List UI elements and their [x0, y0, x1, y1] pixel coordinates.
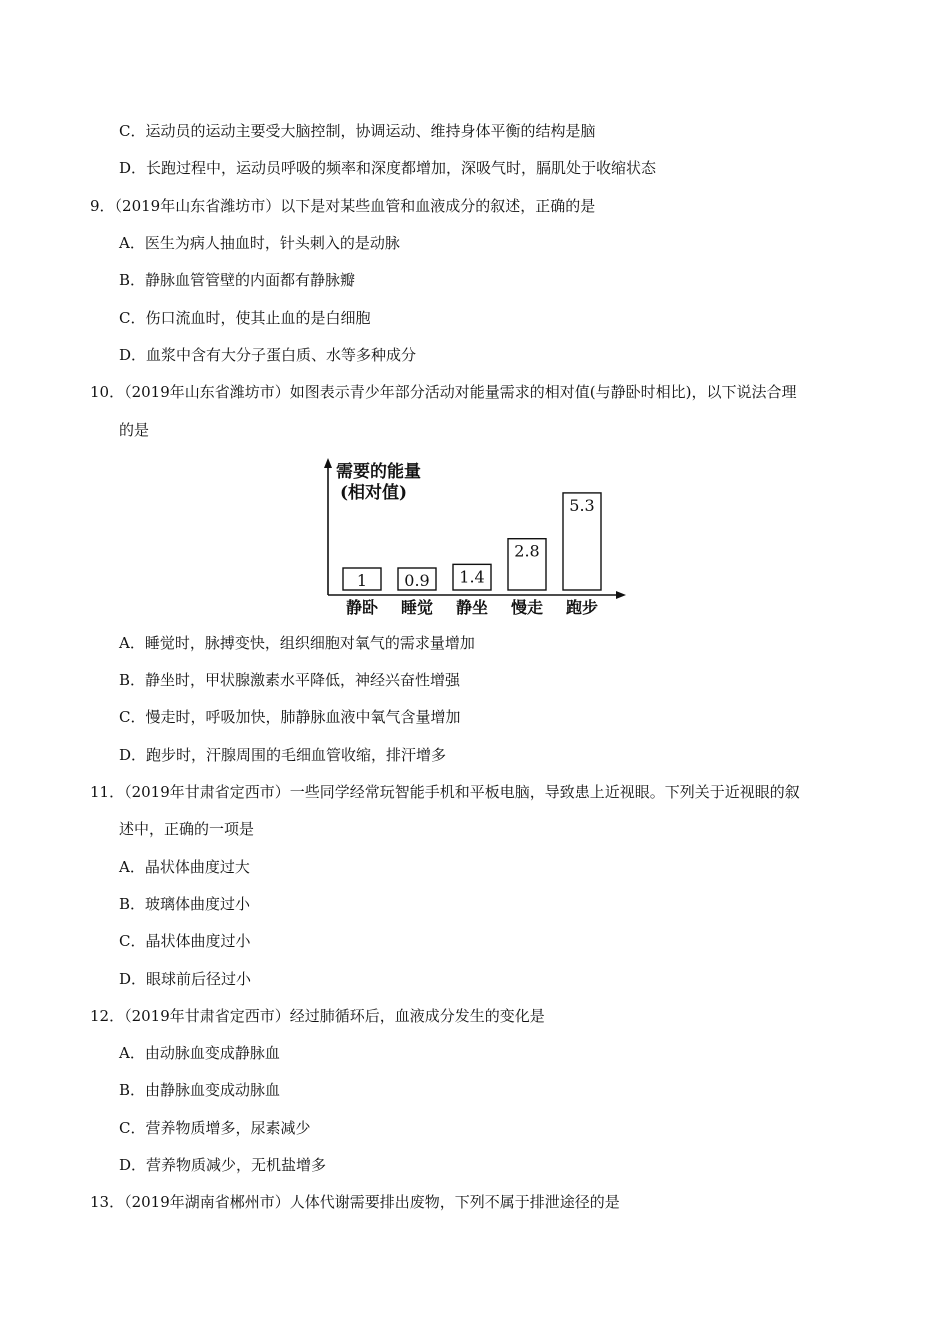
q10-option-b: B．静坐时，甲状腺激素水平降低，神经兴奋性增强	[119, 671, 461, 689]
q10-option-a: A．睡觉时，脉搏变快，组织细胞对氧气的需求量增加	[119, 634, 475, 652]
q11-option-a: A．晶状体曲度过大	[119, 858, 250, 876]
question-12: 12．（2019年甘肃省定西市）经过肺循环后，血液成分发生的变化是	[90, 1007, 545, 1025]
q10-option-d: D．跑步时，汗腺周围的毛细血管收缩，排汗增多	[119, 746, 447, 764]
y-axis	[324, 458, 332, 595]
question-10-continued: 的是	[119, 421, 150, 439]
energy-bar-chart	[318, 455, 630, 619]
x-tick-label-4: 慢走	[510, 598, 544, 617]
question-13: 13．（2019年湖南省郴州市）人体代谢需要排出废物，下列不属于排泄途径的是	[90, 1193, 620, 1211]
q12-option-d: D．营养物质减少，无机盐增多	[119, 1156, 327, 1174]
q9-option-c: C．伤口流血时，使其止血的是白细胞	[119, 309, 371, 327]
question-10: 10．（2019年山东省潍坊市）如图表示青少年部分活动对能量需求的相对值(与静卧时相比)，以下说法合理	[90, 383, 797, 401]
q8-option-c: C．运动员的运动主要受大脑控制，协调运动、维持身体平衡的结构是脑	[119, 122, 596, 140]
x-tick-label-5: 跑步	[565, 598, 599, 617]
q12-option-b: B．由静脉血变成动脉血	[119, 1081, 281, 1099]
question-11-continued: 述中，正确的一项是	[119, 820, 255, 838]
q12-option-c: C．营养物质增多，尿素减少	[119, 1119, 311, 1137]
q9-option-b: B．静脉血管管壁的内面都有静脉瓣	[119, 271, 356, 289]
q10-option-c: C．慢走时，呼吸加快，肺静脉血液中氧气含量增加	[119, 708, 461, 726]
bar-value-label-5: 5.3	[569, 495, 595, 515]
x-tick-labels	[346, 598, 598, 617]
x-tick-label-2: 睡觉	[400, 598, 434, 617]
bar-value-label-4: 2.8	[514, 541, 540, 561]
bar-value-label-2: 0.9	[404, 571, 430, 590]
question-9: 9．（2019年山东省潍坊市）以下是对某些血管和血液成分的叙述，正确的是	[90, 197, 596, 215]
q11-option-b: B．玻璃体曲度过小	[119, 895, 251, 913]
bar-value-label-3: 1.4	[459, 567, 485, 587]
q12-option-a: A．由动脉血变成静脉血	[119, 1044, 280, 1062]
y-axis-label-line2: (相对值)	[340, 483, 408, 503]
bars-group	[343, 493, 601, 590]
bar-value-label-1: 1	[356, 571, 368, 590]
y-axis-label-line1: 需要的能量	[336, 462, 421, 482]
q9-option-a: A．医生为病人抽血时，针头刺入的是动脉	[119, 234, 400, 252]
q11-option-c: C．晶状体曲度过小	[119, 932, 251, 950]
q11-option-d: D．眼球前后径过小	[119, 970, 252, 988]
x-tick-label-3: 静坐	[455, 598, 489, 617]
q9-option-d: D．血浆中含有大分子蛋白质、水等多种成分	[119, 346, 417, 364]
q8-option-d: D．长跑过程中，运动员呼吸的频率和深度都增加，深吸气时，膈肌处于收缩状态	[119, 159, 657, 177]
question-11: 11．（2019年甘肃省定西市）一些同学经常玩智能手机和平板电脑，导致患上近视眼。下列关于近视眼的叙	[90, 783, 800, 801]
x-tick-label-1: 静卧	[345, 598, 379, 617]
